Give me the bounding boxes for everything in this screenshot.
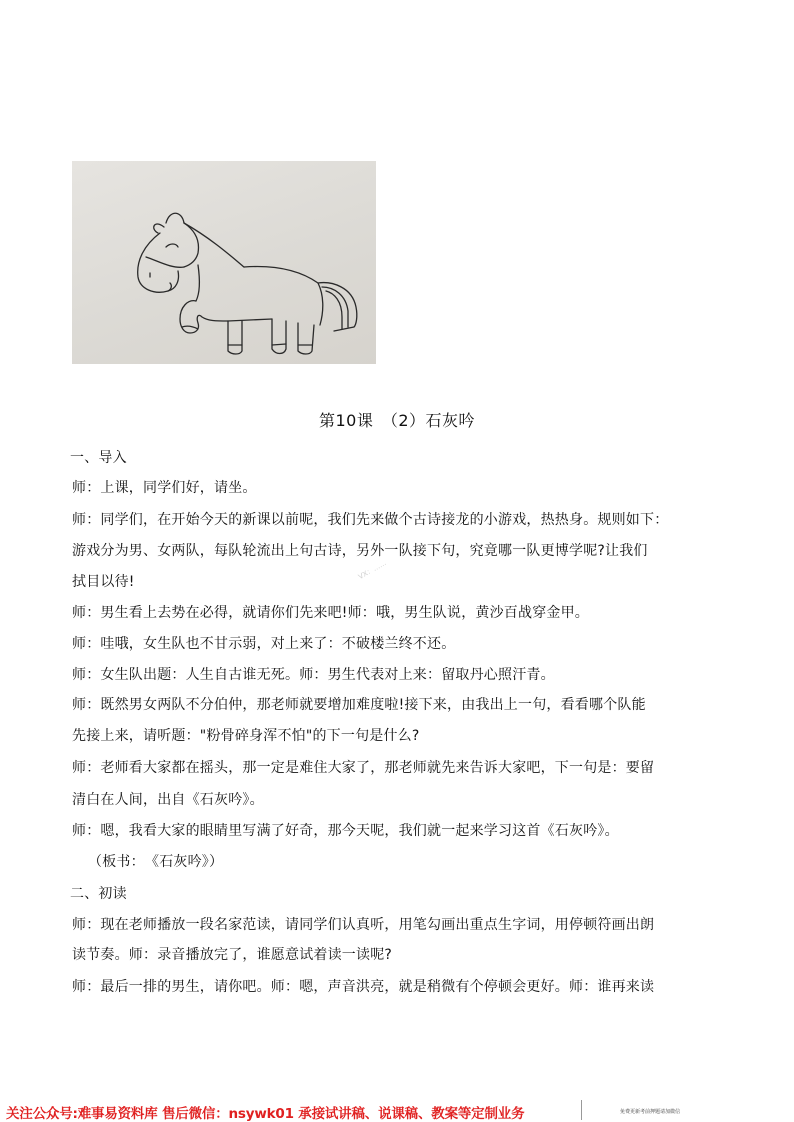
body-line: 先接上来，请听题："粉骨碎身浑不怕"的下一句是什么? (72, 728, 420, 744)
body-line: 师：哇哦，女生队也不甘示弱，对上来了：不破楼兰终不还。 (72, 636, 456, 652)
body-line: 师：同学们，在开始今天的新课以前呢，我们先来做个古诗接龙的小游戏，热热身。规则如下： (72, 512, 669, 528)
lesson-title: 第10课 （2）石灰吟 (318, 411, 476, 430)
body-line: 师：上课，同学们好，请坐。 (72, 480, 257, 496)
footer-advertisement: 关注公众号:难事易资料库 售后微信：nsywk01 承接试讲稿、说课稿、教案等定制业务 (6, 1106, 525, 1122)
footer-divider (581, 1100, 582, 1120)
section-heading-intro: 一、导入 (70, 450, 127, 466)
body-line: 游戏分为男、女两队，每队轮流出上句古诗，另外一队接下句，究竟哪一队更博学呢?让我们 (72, 543, 648, 559)
body-line: 师：既然男女两队不分伯仲，那老师就要增加难度啦!接下来，由我出上一句，看看哪个队能 (72, 697, 646, 713)
body-line: 拭目以待! (72, 574, 135, 590)
body-line: 师：女生队出题：人生自古谁无死。师：男生代表对上来：留取丹心照汗青。 (72, 667, 555, 683)
section-heading-first-reading: 二、初读 (70, 886, 127, 902)
body-line: 读节奏。师：录音播放完了，谁愿意试着读一读呢? (72, 947, 393, 963)
pony-drawing-icon (72, 161, 376, 364)
body-line: 师：最后一排的男生，请你吧。师：嗯，声音洪亮，就是稍微有个停顿会更好。师：谁再来读 (72, 979, 655, 995)
watermark: VX：…… (357, 558, 388, 582)
board-note: （板书： 《石灰吟》） (88, 854, 224, 870)
body-line: 师：嗯，我看大家的眼睛里写满了好奇，那今天呢，我们就一起来学习这首《石灰吟》。 (72, 823, 619, 839)
body-line: 师：现在老师播放一段名家范读，请同学们认真听，用笔勾画出重点生字词，用停顿符画出朗 (72, 917, 655, 933)
body-line: 师：老师看大家都在摇头，那一定是难住大家了，那老师就先来告诉大家吧，下一句是：要留 (72, 760, 655, 776)
body-line: 师：男生看上去势在必得，就请你们先来吧!师：哦，男生队说，黄沙百战穿金甲。 (72, 605, 590, 621)
footer-note: 免费更新考前押题请加微信 (620, 1109, 681, 1115)
footer-banner (0, 1098, 794, 1122)
body-line: 清白在人间，出自《石灰吟》。 (72, 792, 264, 808)
pony-sketch-image (72, 161, 376, 364)
